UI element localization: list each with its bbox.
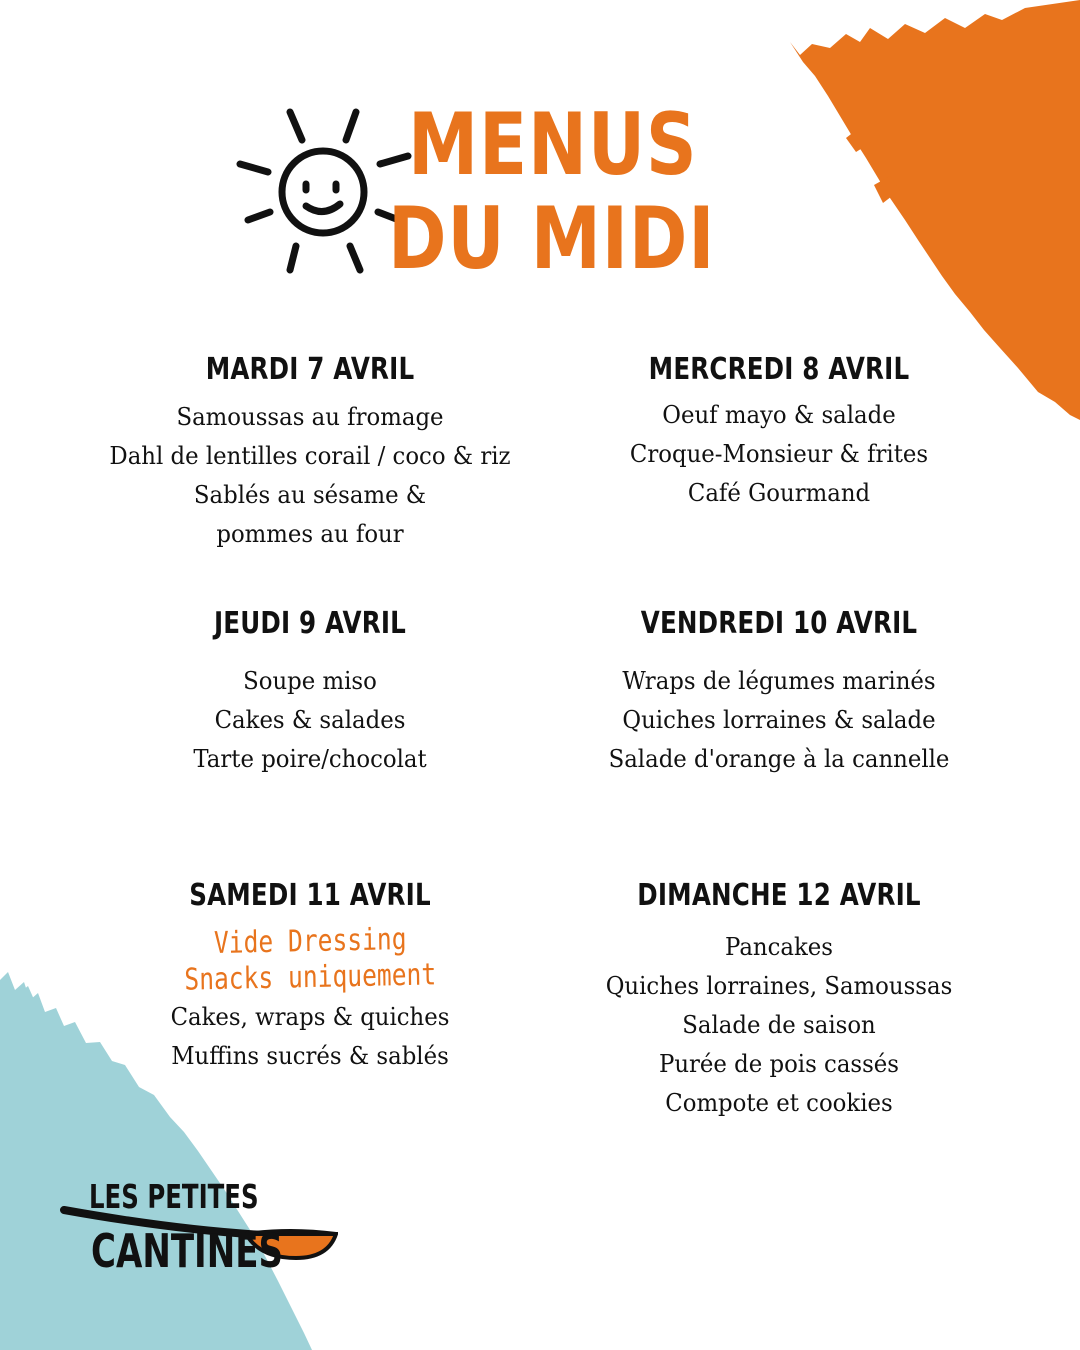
menu-list — [80, 398, 540, 554]
title-line-2: DU MIDI — [388, 189, 716, 289]
day-heading: DIMANCHE 12 AVRIL — [637, 878, 921, 913]
menu-item: Dahl de lentilles corail / coco & riz — [109, 442, 511, 470]
menu-item: pommes au four — [216, 520, 404, 548]
menu-item: Pancakes — [725, 933, 833, 961]
menu-list — [80, 662, 540, 779]
logo-line-1: LES PETITES — [89, 1177, 259, 1216]
note-line: Vide Dressing — [213, 921, 407, 962]
menu-list — [549, 396, 1009, 513]
menu-item: Cakes, wraps & quiches — [170, 1003, 450, 1031]
day-heading: MARDI 7 AVRIL — [205, 352, 415, 387]
menu-item: Croque-Monsieur & frites — [629, 440, 929, 468]
day-card-samedi — [80, 878, 540, 1076]
menu-item: Samoussas au fromage — [176, 403, 444, 431]
menu-list — [549, 662, 1009, 779]
menu-item: Quiches lorraines, Samoussas — [605, 972, 953, 1000]
les-petites-cantines-logo — [56, 1176, 346, 1286]
menu-item: Salade d'orange à la cannelle — [608, 745, 950, 773]
menu-item: Quiches lorraines & salade — [622, 706, 936, 734]
menu-item: Compote et cookies — [665, 1089, 893, 1117]
menu-item: Sablés au sésame & — [193, 481, 427, 509]
day-heading: JEUDI 9 AVRIL — [213, 606, 407, 641]
menu-item: Cakes & salades — [214, 706, 406, 734]
menu-item: Wraps de légumes marinés — [622, 667, 936, 695]
day-heading: VENDREDI 10 AVRIL — [640, 606, 918, 641]
menu-item: Muffins sucrés & sablés — [171, 1042, 449, 1070]
menu-list — [549, 928, 1009, 1123]
menu-item: Salade de saison — [682, 1011, 876, 1039]
menu-item: Oeuf mayo & salade — [662, 401, 896, 429]
menu-list — [80, 998, 540, 1076]
day-heading: MERCREDI 8 AVRIL — [648, 352, 910, 387]
title-line-1: MENUS — [408, 95, 698, 195]
day-card-mardi — [80, 352, 540, 554]
handwritten-note — [80, 921, 540, 998]
menu-item: Purée de pois cassés — [658, 1050, 900, 1078]
logo-line-2: CANTINES — [91, 1224, 283, 1278]
day-card-vendredi — [549, 606, 1009, 779]
day-card-jeudi — [80, 606, 540, 779]
menu-item: Tarte poire/chocolat — [193, 745, 427, 773]
menu-item: Café Gourmand — [687, 479, 871, 507]
day-heading: SAMEDI 11 AVRIL — [189, 878, 431, 913]
note-line: Snacks uniquement — [184, 957, 437, 998]
day-card-mercredi — [549, 352, 1009, 513]
day-card-dimanche — [549, 878, 1009, 1123]
menu-item: Soupe miso — [243, 667, 377, 695]
